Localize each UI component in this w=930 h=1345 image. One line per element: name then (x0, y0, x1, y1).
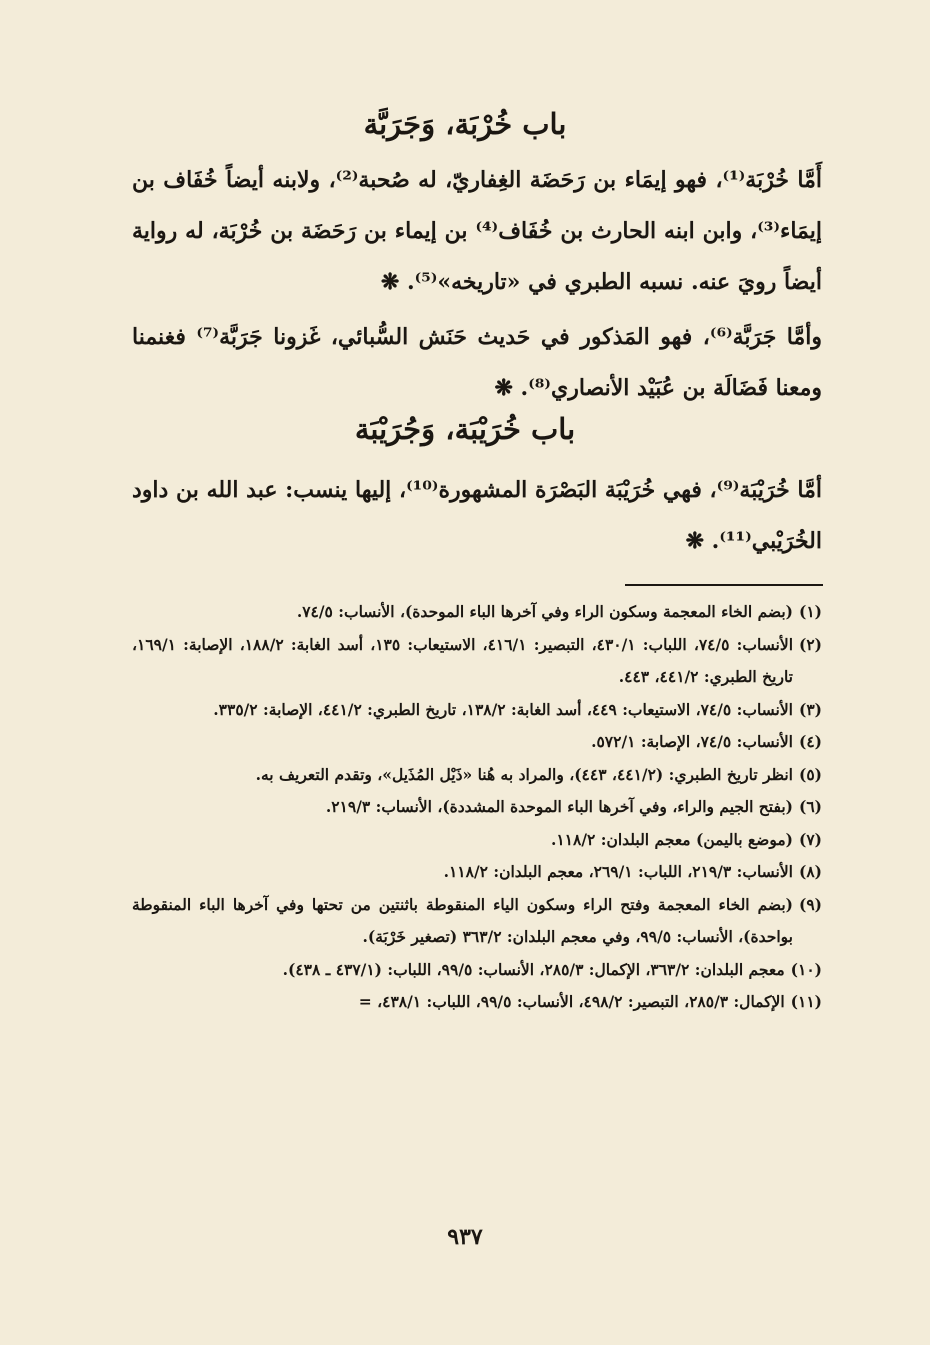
footnote-text: الأنساب: ٧٤/٥، الإصابة: ٥٧٢/١. (591, 732, 793, 751)
main-text-block-1 (132, 155, 822, 414)
footnote-2 (132, 629, 822, 694)
footnote-6 (132, 791, 822, 824)
footnote-text: انظر تاريخ الطبري: (٤٤١/٢، ٤٤٣)، والمراد به هُنا «ذَيْل المُذَيل»، وتقدم التعريف به. (255, 764, 793, 784)
footnote-number: (٢) (798, 634, 822, 654)
footnote-number: (١١) (790, 992, 822, 1011)
footnote-9 (132, 889, 822, 954)
footnote-separator (625, 584, 823, 586)
footnote-number: (٧) (798, 829, 822, 849)
footnotes-list (132, 596, 822, 1019)
footnote-number: (٥) (798, 764, 822, 784)
footnote-text: الأنساب: ٧٤/٥، الاستيعاب: ٤٤٩، أسد الغابة: ١٣٨/٢، تاريخ الطبري: ٤٤١/٢، الإصابة: ٣٣٥/٢. (213, 699, 793, 719)
footnote-number: (١٠) (790, 959, 822, 979)
paragraph-khuraiba: أمَّا خُرَيْبَة⁽⁹⁾، فهي خُرَيْبَة البَصْرَة المشهورة⁽¹⁰⁾، إليها ينسب: عبد الله بن داود الخُرَيْبي⁽¹¹⁾. ❋ (132, 477, 822, 554)
paragraph-khurba: أَمَّا خُرْبَة⁽¹⁾، فهو إيمَاء بن رَحَضَة الغِفاريّ، له صُحبة⁽²⁾، ولابنه أيضاً خُفَاف بن إيمَاء⁽³⁾، وابن ابنه الحارث بن خُفَاف⁽⁴⁾ بن إيماء بن رَحَضَة بن خُرْبَة، له رواية أيضاً رويَ عنه. نسبه الطبري في «تاريخه»⁽⁵⁾. ❋ (132, 167, 822, 295)
paragraph-jaraba: وأمَّا جَرَبَّة⁽⁶⁾، فهو المَذكور في حَديث حَنَش السُّبائي، غَزونا جَرَبَّة⁽⁷⁾ فغنمنا ومعنا فَضَالَة بن عُبَيْد الأنصاري⁽⁸⁾. ❋ (132, 324, 823, 401)
footnote-3 (132, 694, 822, 727)
footnote-1 (132, 596, 822, 629)
footnote-text: (موضع باليمن) معجم البلدان: ١١٨/٢. (550, 829, 793, 849)
footnote-number: (٦) (798, 797, 822, 816)
footnote-8 (132, 856, 822, 889)
footnote-11 (132, 986, 822, 1019)
footnote-text: الأنساب: ٧٤/٥، اللباب: ٤٣٠/١، التبصير: ٤١٦/١، الاستيعاب: ١٣٥، أسد الغابة: ١٨٨/٢، الإصابة: ١٦٩/١، تاريخ الطبري: ٤٤١/٢، ٤٤٣. (132, 634, 793, 686)
footnote-10 (132, 954, 822, 987)
footnote-number: (٩) (798, 894, 822, 914)
page-number: ٩٣٧ (447, 1224, 483, 1250)
footnote-text: الأنساب: ٢١٩/٣، اللباب: ٢٦٩/١، معجم البلدان: ١١٨/٢. (443, 862, 793, 881)
footnote-text: (بضم الخاء المعجمة وفتح الراء وسكون الياء المنقوطة باثنتين من تحتها وفي آخرها الباء المنقوطة بواحدة)، الأنساب: ٩٩/٥، وفي معجم البلدان: ٣٦٣/٢ (تصغير خَرْبَة). (132, 894, 793, 946)
footnote-text: (بفتح الجيم والراء، وفي آخرها الباء الموحدة المشددة)، الأنساب: ٢١٩/٣. (325, 797, 793, 816)
footnote-4 (132, 726, 822, 759)
section-heading-khurba: باب خُرْبَة، وَجَرَبَّة (363, 107, 567, 141)
section-heading-khuraiba: باب خُرَيْبَة، وَجُرَيْبَة (354, 412, 576, 446)
footnote-7 (132, 824, 822, 857)
footnote-number: (٤) (798, 732, 822, 751)
footnote-text: معجم البلدان: ٣٦٣/٢، الإكمال: ٢٨٥/٣، الأنساب: ٩٩/٥، اللباب: (٤٣٧/١ ـ ٤٣٨). (282, 959, 785, 979)
footnote-number: (٣) (798, 699, 822, 719)
footnote-number: (٨) (798, 862, 822, 881)
footnote-5 (132, 759, 822, 792)
main-text-block-2 (132, 465, 822, 567)
footnote-number: (١) (798, 602, 822, 621)
footnote-text: الإكمال: ٢٨٥/٣، التبصير: ٤٩٨/٢، الأنساب: ٩٩/٥، اللباب: ٤٣٨/١، = (358, 992, 785, 1011)
footnote-text: (بضم الخاء المعجمة وسكون الراء وفي آخرها الباء الموحدة)، الأنساب: ٧٤/٥. (296, 602, 793, 621)
